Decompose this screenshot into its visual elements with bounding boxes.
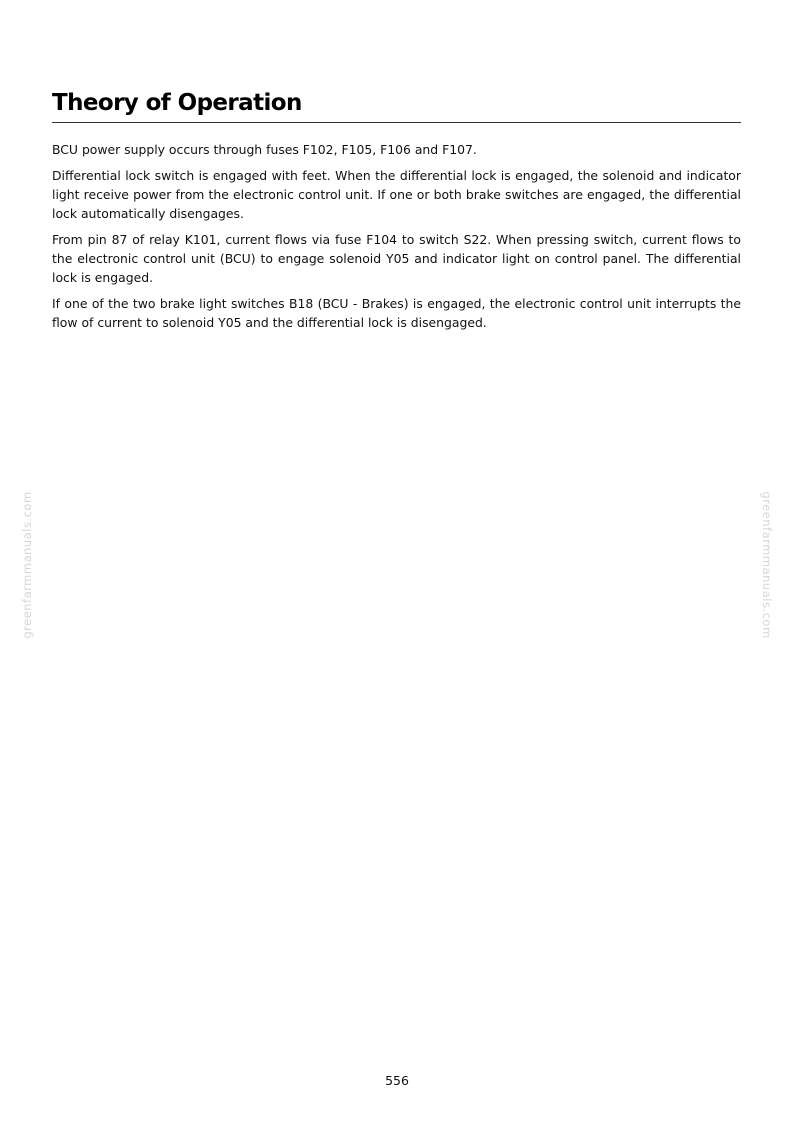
watermark-right: greenfarmmanuals.com: [760, 491, 774, 639]
paragraph-power-supply: BCU power supply occurs through fuses F102, F105, F106 and F107.: [52, 142, 477, 157]
paragraph-differential-lock: Differential lock switch is engaged with feet. When the differential lock is engaged, the solenoid and indicator light receive power from the electronic control unit. If one or both brake switches are engaged, the differential lock automatically disengages.: [52, 168, 741, 221]
paragraph-relay-current: From pin 87 of relay K101, current flows via fuse F104 to switch S22. When pressing switch, current flows to the electronic control unit (BCU) to engage solenoid Y05 and indicator light on control panel. The differential lock is engaged.: [52, 232, 741, 285]
paragraph-brake-switches: If one of the two brake light switches B18 (BCU - Brakes) is engaged, the electronic control unit interrupts the flow of current to solenoid Y05 and the differential lock is disengaged.: [52, 296, 741, 330]
page-number: 556: [385, 1073, 409, 1088]
title-divider: [52, 122, 741, 123]
watermark-left: greenfarmmanuals.com: [20, 491, 34, 639]
page-title: Theory of Operation: [52, 90, 302, 116]
body-text: [52, 140, 741, 339]
